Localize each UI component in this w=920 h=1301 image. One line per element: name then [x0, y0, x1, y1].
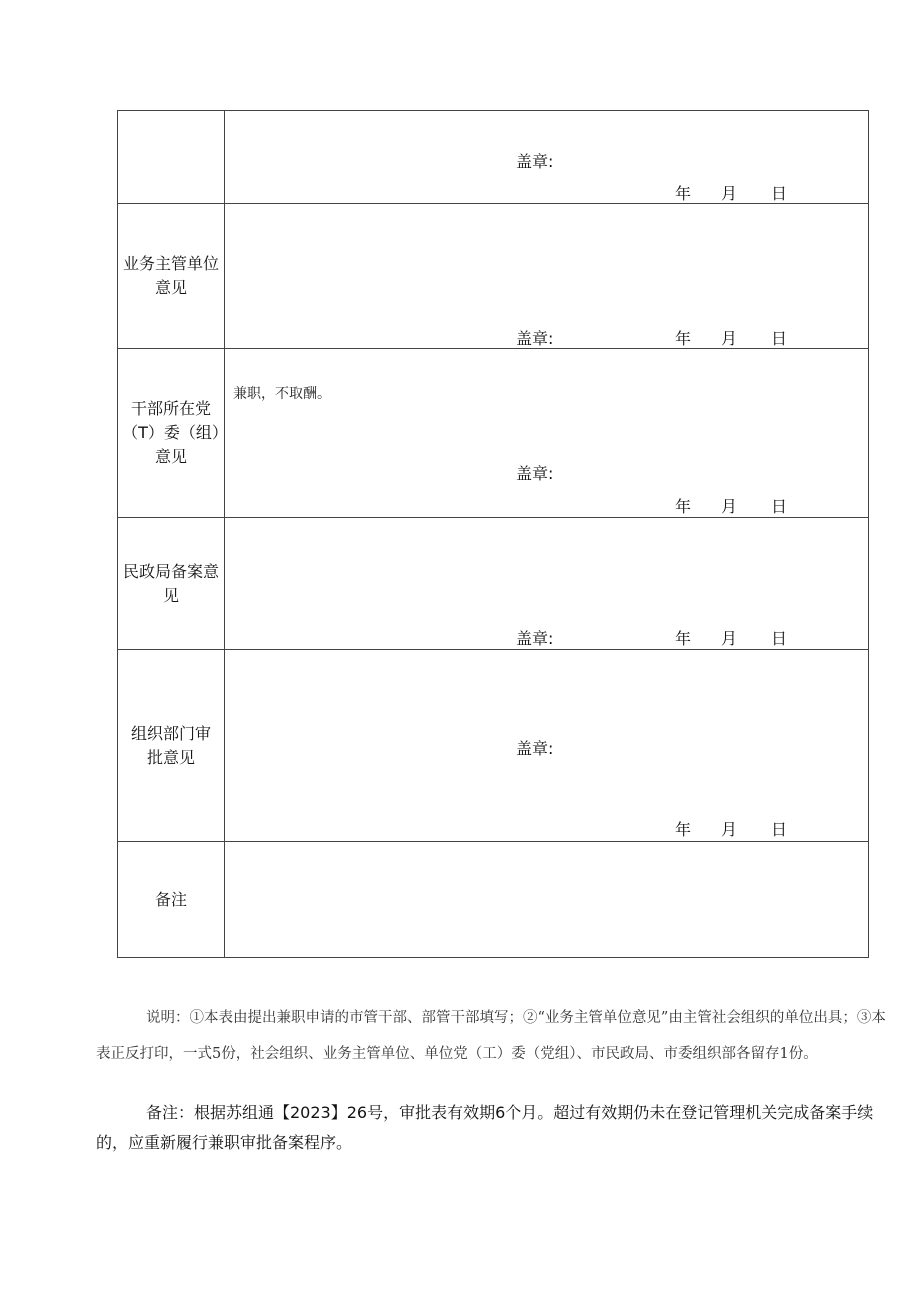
date-day-label: 日: [771, 497, 788, 516]
date-year-label: 年: [675, 497, 692, 516]
date-month-label: 月: [721, 329, 738, 348]
row-content-remarks[interactable]: [225, 842, 869, 958]
row-label-civil: [118, 518, 225, 650]
form-row-top: [118, 111, 869, 204]
form-row-org: [118, 650, 869, 842]
approval-form-table: [117, 110, 869, 958]
party-opinion-text: 兼职，不取酬。: [233, 386, 331, 402]
row-content-party[interactable]: [225, 349, 869, 518]
seal-label: 盖章:: [516, 464, 554, 483]
form-row-business: [118, 204, 869, 349]
form-row-remarks: [118, 842, 869, 958]
date-month-label: 月: [721, 629, 738, 648]
date-day-label: 日: [771, 820, 788, 839]
row-label-remarks: [118, 842, 225, 958]
date-month-label: 月: [721, 184, 738, 203]
party-opinion-label: 干部所在党（T）委（组）意见: [122, 399, 220, 466]
row-content-org[interactable]: [225, 650, 869, 842]
validity-remark: 备注：根据苏组通【2023】26号，审批表有效期6个月。超过有效期仍未在登记管理机关完成备案手续的，应重新履行兼职审批备案程序。: [96, 1103, 874, 1152]
date-year-label: 年: [675, 629, 692, 648]
business-opinion-label: 业务主管单位意见: [122, 254, 219, 297]
remarks-label: 备注: [154, 889, 187, 909]
date-year-label: 年: [675, 184, 692, 203]
row-content-top[interactable]: [225, 111, 869, 204]
form-row-civil: [118, 518, 869, 650]
org-approval-label: 组织部门审批意见: [130, 723, 211, 767]
row-label-business: [118, 204, 225, 349]
date-month-label: 月: [721, 497, 738, 516]
row-content-civil[interactable]: [225, 518, 869, 650]
civil-filing-label: 民政局备案意见: [122, 561, 219, 605]
row-label-org: [118, 650, 225, 842]
row-content-business[interactable]: [225, 204, 869, 349]
date-year-label: 年: [675, 820, 692, 839]
date-day-label: 日: [771, 629, 788, 648]
date-year-label: 年: [675, 329, 692, 348]
form-row-party: [118, 349, 869, 518]
seal-label: 盖章:: [516, 152, 554, 171]
row-label-party: [118, 349, 225, 518]
seal-label: 盖章:: [516, 739, 554, 758]
date-day-label: 日: [771, 329, 788, 348]
form-instructions: 说明：①本表由提出兼职申请的市管干部、部管干部填写；②“业务主管单位意见”由主管社会组织的单位出具；③本表正反打印，一式5份，社会组织、业务主管单位、单位党（工）委（党组）、市民政局、市委组织部各留存1份。: [96, 1010, 886, 1062]
date-day-label: 日: [771, 184, 788, 203]
row-label-top: [118, 111, 225, 204]
date-month-label: 月: [721, 820, 738, 839]
seal-label: 盖章:: [516, 629, 554, 648]
seal-label: 盖章:: [516, 329, 554, 348]
